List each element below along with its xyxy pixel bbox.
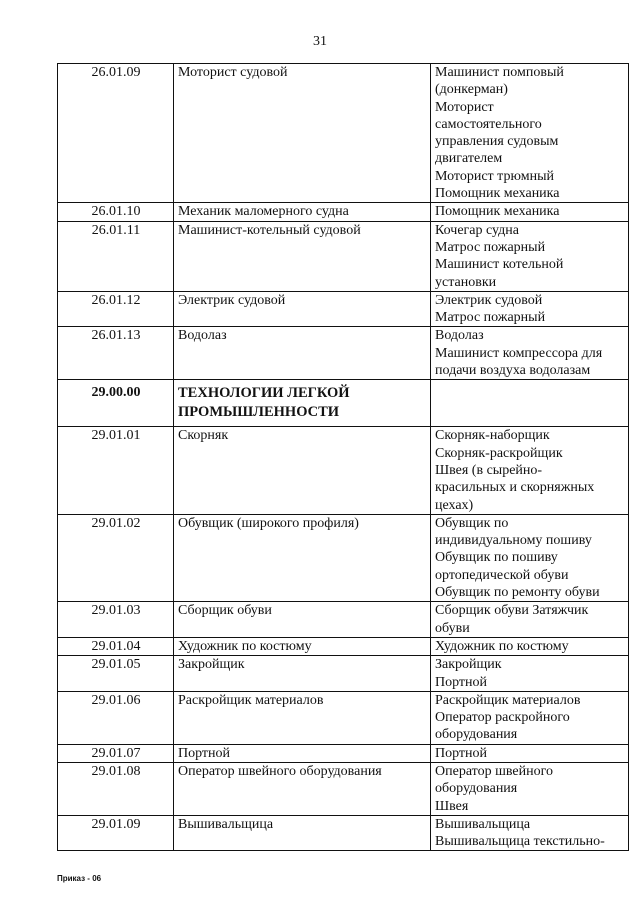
table-row (58, 744, 629, 762)
profession-code: 29.01.02 (58, 514, 174, 601)
related-profession-line: Оператор раскройного (435, 710, 570, 726)
footer-order-mark: Приказ - 06 (57, 874, 102, 883)
related-professions (431, 744, 629, 762)
related-profession-line: Обувщик по пошиву (435, 550, 558, 566)
related-profession-line: обуви (435, 620, 470, 636)
related-professions (431, 691, 629, 744)
profession-name: Раскройщик материалов (174, 691, 431, 744)
table-row (58, 203, 629, 221)
related-profession-line: красильных и скорняжных (435, 480, 595, 496)
profession-name: Закройщик (174, 656, 431, 692)
related-profession-line: Сборщик обуви Затяжчик (435, 603, 589, 619)
table-row (58, 762, 629, 815)
related-professions (431, 380, 629, 427)
related-profession-line: Обувщик по ремонту обуви (435, 585, 600, 601)
related-professions (431, 221, 629, 291)
related-profession-line: Машинист компрессора для (435, 345, 603, 361)
related-profession-line: Швея (в сырейно- (435, 462, 543, 478)
related-profession-line: самостоятельного (435, 116, 542, 132)
profession-code: 29.01.03 (58, 602, 174, 638)
related-profession-line: Портной (435, 745, 488, 761)
related-profession-line: Моторист (435, 99, 494, 115)
related-profession-line: цехах) (435, 497, 474, 513)
related-professions (431, 762, 629, 815)
profession-name: Скорняк (174, 427, 431, 514)
table-body (58, 64, 629, 851)
related-profession-line: Помощник механика (435, 186, 560, 202)
profession-name: Механик маломерного судна (174, 203, 431, 221)
related-profession-line: Художник по костюму (435, 638, 569, 654)
profession-name: Сборщик обуви (174, 602, 431, 638)
table-row (58, 64, 629, 203)
related-profession-line: оборудования (435, 727, 518, 743)
related-professions (431, 327, 629, 380)
related-profession-line: Портной (435, 674, 488, 690)
related-profession-line: установки (435, 274, 497, 290)
related-profession-line: Скорняк-наборщик (435, 428, 550, 444)
section-title: ТЕХНОЛОГИИ ЛЕГКОЙ ПРОМЫШЛЕННОСТИ (174, 380, 431, 427)
profession-table (57, 63, 629, 851)
table-row (58, 637, 629, 655)
profession-name: Электрик судовой (174, 291, 431, 327)
related-profession-line: Электрик судовой (435, 292, 543, 308)
profession-code: 26.01.12 (58, 291, 174, 327)
related-profession-line: Оператор швейного (435, 763, 554, 779)
profession-name: Машинист-котельный судовой (174, 221, 431, 291)
table-row (58, 691, 629, 744)
profession-code: 29.01.05 (58, 656, 174, 692)
related-profession-line: Швея (435, 798, 469, 814)
related-profession-line: Помощник механика (435, 204, 560, 220)
related-professions (431, 291, 629, 327)
page-number: 31 (313, 34, 327, 49)
related-profession-line: Вышивальщица (435, 816, 531, 832)
related-profession-line: оборудования (435, 781, 518, 797)
related-profession-line: ортопедической обуви (435, 567, 569, 583)
profession-name: Вышивальщица (174, 815, 431, 851)
profession-code: 26.01.11 (58, 221, 174, 291)
table-row (58, 514, 629, 601)
related-professions (431, 637, 629, 655)
related-profession-line: Моторист трюмный (435, 168, 554, 184)
related-profession-line: Матрос пожарный (435, 310, 546, 326)
related-profession-line: подачи воздуха водолазам (435, 363, 591, 379)
profession-name: Художник по костюму (174, 637, 431, 655)
profession-code: 26.01.09 (58, 64, 174, 203)
related-professions (431, 656, 629, 692)
table-row (58, 291, 629, 327)
related-profession-line: Обувщик по (435, 515, 509, 531)
table-row (58, 815, 629, 851)
table-row (58, 656, 629, 692)
related-profession-line: Машинист котельной (435, 257, 564, 273)
related-profession-line: двигателем (435, 151, 503, 167)
related-profession-line: Кочегар судна (435, 222, 519, 238)
profession-name: Обувщик (широкого профиля) (174, 514, 431, 601)
table-row (58, 221, 629, 291)
profession-code: 26.01.13 (58, 327, 174, 380)
profession-name: Портной (174, 744, 431, 762)
related-profession-line: управления судовым (435, 134, 559, 150)
section-row (58, 380, 629, 427)
profession-code: 29.01.09 (58, 815, 174, 851)
related-professions (431, 815, 629, 851)
related-profession-line: Скорняк-раскройщик (435, 445, 563, 461)
table-row (58, 427, 629, 514)
profession-code: 29.01.07 (58, 744, 174, 762)
related-profession-line: индивидуальному пошиву (435, 533, 592, 549)
table-row (58, 602, 629, 638)
profession-code: 29.00.00 (58, 380, 174, 427)
profession-code: 29.01.04 (58, 637, 174, 655)
profession-code: 29.01.08 (58, 762, 174, 815)
profession-name: Водолаз (174, 327, 431, 380)
profession-name: Моторист судовой (174, 64, 431, 203)
related-profession-line: Машинист помповый (435, 65, 564, 80)
related-professions (431, 602, 629, 638)
related-professions (431, 427, 629, 514)
profession-code: 26.01.10 (58, 203, 174, 221)
related-profession-line: Вышивальщица текстильно- (435, 834, 605, 850)
related-profession-line: Водолаз (435, 328, 484, 344)
profession-name: Оператор швейного оборудования (174, 762, 431, 815)
related-profession-line: Матрос пожарный (435, 239, 546, 255)
related-professions (431, 203, 629, 221)
related-profession-line: Закройщик (435, 657, 502, 673)
related-profession-line: (донкерман) (435, 82, 508, 98)
profession-code: 29.01.01 (58, 427, 174, 514)
related-profession-line: Раскройщик материалов (435, 692, 581, 708)
table-row (58, 327, 629, 380)
related-professions (431, 64, 629, 203)
related-professions (431, 514, 629, 601)
profession-code: 29.01.06 (58, 691, 174, 744)
